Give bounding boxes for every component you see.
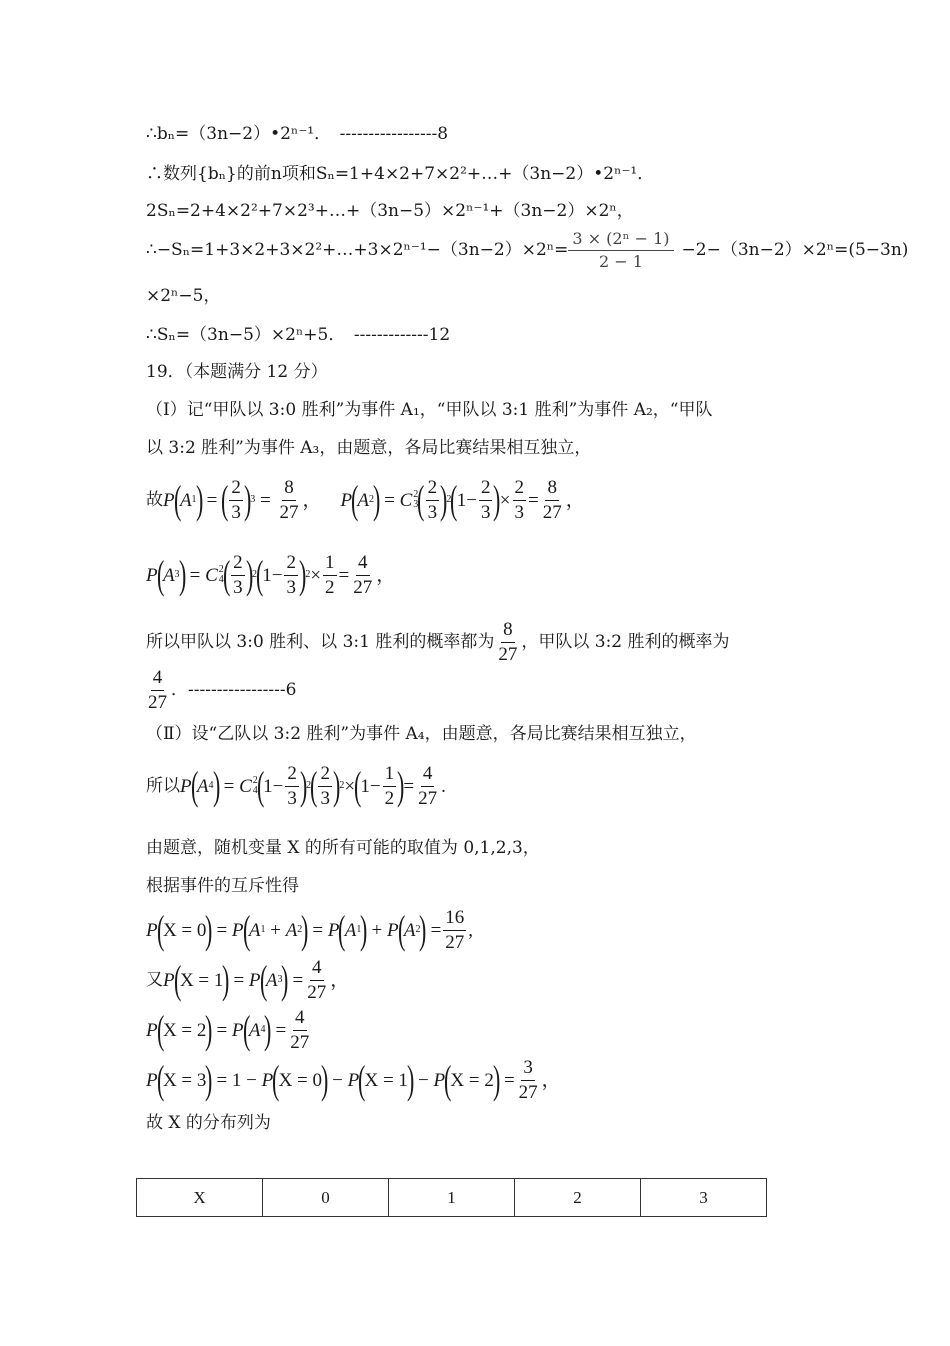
text-line-4	[146, 231, 908, 270]
text-line-17: 由题意，随机变量 X 的所有可能的取值为 0,1,2,3，	[146, 838, 540, 858]
table-cell: 3	[641, 1179, 767, 1217]
text-line-1: ∴bₙ=（3n−2）•2ⁿ⁻¹． -----------------8	[146, 124, 449, 144]
sum-fraction	[568, 231, 673, 270]
text-line-8: （Ⅰ）记“甲队以 3:0 胜利”为事件 A₁，“甲队以 3:1 胜利”为事件 A₂，“甲队	[146, 400, 713, 420]
text-line-14: $\frac{4}{27}$ ．-----------------6	[148, 667, 297, 713]
text-line-23: 故 X 的分布列为	[146, 1113, 271, 1133]
fraction-two-thirds: $\frac{2}{3}$	[231, 477, 241, 523]
question-heading: 19．（本题满分 12 分）	[146, 362, 328, 382]
line-4-left: ∴−Sₙ=1+3×2+3×2²+…+3×2ⁿ⁻¹−（3n−2）×2ⁿ=	[146, 240, 569, 260]
text-line-6: ∴Sₙ=（3n−5）×2ⁿ+5． -------------12	[146, 325, 451, 345]
table-cell: 1	[389, 1179, 515, 1217]
fraction-eight-27: $\frac{8}{27}$	[279, 477, 299, 523]
fraction-sixteen-27: $\frac{16}{27}$	[445, 907, 465, 953]
formula-px2: P ( X = 2 ) = P ( A 4 ) = $\frac{4}{27}$	[146, 1007, 310, 1053]
table-cell: X	[137, 1179, 263, 1217]
fraction-three-27: $\frac{3}{27}$	[518, 1057, 538, 1103]
text-line-2: ∴数列{bₙ}的前n项和Sₙ=1+4×2+7×2²+…+（3n−2）•2ⁿ⁻¹．	[146, 164, 655, 184]
text-line-18: 根据事件的互斥性得	[146, 876, 299, 896]
table-cell: 0	[263, 1179, 389, 1217]
sum-fraction-denominator: 2 − 1	[599, 252, 643, 271]
formula-pa1-pa2: 故 P ( A 1 ) = ( $\frac{2}{3}$ ) 3 = $\frac{8}{27}$ ， P ( A 2 ) = C 2 3 ( $\frac{2}{3}$ ) 2 ( 1− $\frac{2}{3}$ ) × $\frac{2}{3}$ = $\frac{8}{27}$ ，	[146, 477, 585, 523]
table-cell: 2	[515, 1179, 641, 1217]
text-line-5: ×2ⁿ−5，	[146, 286, 221, 306]
text-line-13: 所以甲队以 3:0 胜利、以 3:1 胜利的概率都为 $\frac{8}{27}$ ，甲队以 3:2 胜利的概率为	[146, 619, 730, 665]
line-4-right: −2−（3n−2）×2ⁿ=(5−3n)	[681, 240, 909, 260]
text-line-15: （Ⅱ）设“乙队以 3:2 胜利”为事件 A₄，由题意，各局比赛结果相互独立，	[146, 724, 697, 744]
distribution-table	[136, 1178, 767, 1217]
table-row	[137, 1179, 767, 1217]
text-line-3: 2Sₙ=2+4×2²+7×2³+…+（3n−5）×2ⁿ⁻¹+（3n−2）×2ⁿ，	[146, 201, 634, 221]
formula-pa4: 所以 P ( A 4 ) = C 2 4 ( 1− $\frac{2}{3}$ ) 2 ( $\frac{2}{3}$ ) 2 × ( 1− $\frac{1}{2}$ ) = $\frac{4}{27}$ .	[146, 763, 446, 809]
sum-fraction-numerator: 3 × (2ⁿ − 1)	[568, 231, 673, 251]
fraction-half: $\frac{1}{2}$	[325, 552, 335, 598]
formula-prefix: 故	[146, 489, 163, 510]
formula-px0: P ( X = 0 ) = P ( A 1 + A 2 ) = P ( A 1 ) + P ( A 2 ) = $\frac{16}{27}$ ,	[146, 907, 474, 953]
formula-px1: 又 P ( X = 1 ) = P ( A 3 ) = $\frac{4}{27}$ ，	[146, 957, 350, 1003]
fraction-four-27: $\frac{4}{27}$	[353, 552, 373, 598]
formula-px3: P ( X = 3 ) = 1 − P ( X = 0 ) − P ( X = 1 ) − P ( X = 2 ) = $\frac{3}{27}$ ，	[146, 1057, 561, 1103]
text-line-9: 以 3:2 胜利”为事件 A₃，由题意，各局比赛结果相互独立，	[146, 438, 592, 458]
formula-pa3: P ( A 3 ) = C 2 4 ( $\frac{2}{3}$ ) 2 ( 1− $\frac{2}{3}$ ) 2 × $\frac{1}{2}$ = $\frac{4}{27}$ ，	[146, 552, 396, 598]
